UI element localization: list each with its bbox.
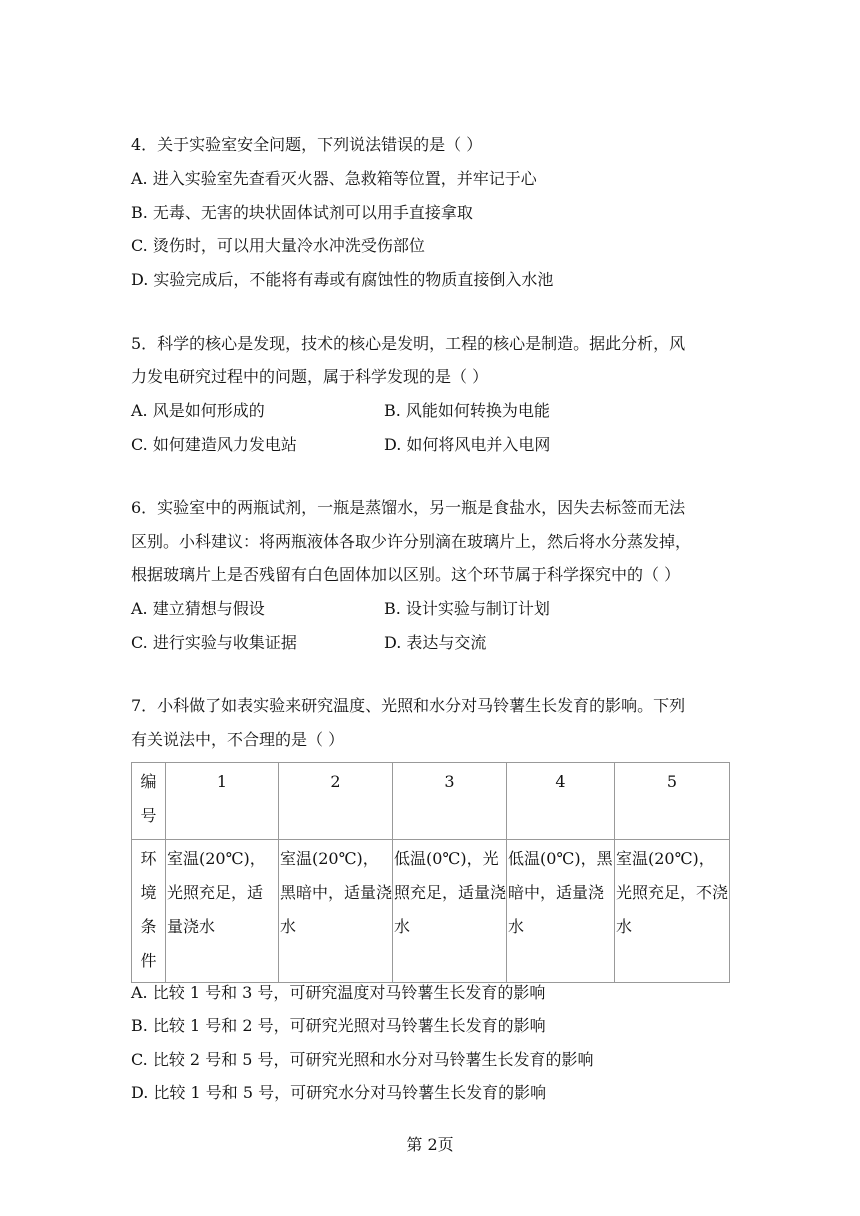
q6-option-d: D. 表达与交流 [384,633,487,652]
table-number-cell: 3 [393,763,507,840]
table-row-numbers [132,763,730,840]
q5-option-c: C. 如何建造风力发电站 [131,435,297,454]
q5-option-a: A. 风是如何形成的 [131,401,265,420]
table-row-label: 环境条件 [132,840,166,983]
table-row-conditions [132,840,730,983]
q6-stem-line3: 根据玻璃片上是否残留有白色固体加以区别。这个环节属于科学探究中的（ ） [131,565,681,584]
q7-option-a: A. 比较 1 号和 3 号，可研究温度对马铃薯生长发育的影响 [131,983,546,1002]
table-number-cell: 4 [507,763,615,840]
page-number: 第 2页 [406,1135,454,1154]
q7-option-c: C. 比较 2 号和 5 号，可研究光照和水分对马铃薯生长发育的影响 [131,1050,594,1069]
table-condition-cell: 室温(20℃)，黑暗中，适量浇水 [279,840,393,983]
table-number-cell: 1 [166,763,279,840]
q7-stem-line2: 有关说法中，不合理的是（ ） [131,730,345,749]
q5-option-d: D. 如何将风电并入电网 [384,435,551,454]
q4-option-a: A. 进入实验室先查看灭火器、急救箱等位置，并牢记于心 [131,169,537,188]
q5-stem-line1: 5．科学的核心是发现，技术的核心是发明，工程的核心是制造。据此分析，风 [131,334,686,353]
table-condition-cell: 低温(0℃)，光照充足，适量浇水 [393,840,507,983]
q7-stem-line1: 7．小科做了如表实验来研究温度、光照和水分对马铃薯生长发育的影响。下列 [131,696,686,715]
table-condition-cell: 室温(20℃)，光照充足，不浇水 [615,840,730,983]
table-condition-cell: 低温(0℃)，黑暗中，适量浇水 [507,840,615,983]
q5-stem-line2: 力发电研究过程中的问题，属于科学发现的是（ ） [131,367,489,386]
table-condition-cell: 室温(20℃)，光照充足，适量浇水 [166,840,279,983]
table-number-cell: 2 [279,763,393,840]
q6-option-a: A. 建立猜想与假设 [131,599,265,618]
q4-stem: 4．关于实验室安全问题，下列说法错误的是（ ） [131,135,483,154]
table-number-cell: 5 [615,763,730,840]
q7-option-d: D. 比较 1 号和 5 号，可研究水分对马铃薯生长发育的影响 [131,1083,547,1102]
q4-option-b: B. 无毒、无害的块状固体试剂可以用手直接拿取 [131,203,473,222]
table-header-label: 编号 [132,763,166,840]
q6-option-c: C. 进行实验与收集证据 [131,633,297,652]
q6-option-b: B. 设计实验与制订计划 [384,599,550,618]
experiment-table [131,762,730,983]
q4-option-d: D. 实验完成后，不能将有毒或有腐蚀性的物质直接倒入水池 [131,270,554,289]
q7-option-b: B. 比较 1 号和 2 号，可研究光照对马铃薯生长发育的影响 [131,1016,546,1035]
q6-stem-line2: 区别。小科建议：将两瓶液体各取少许分别滴在玻璃片上，然后将水分蒸发掉， [131,532,692,551]
q5-option-b: B. 风能如何转换为电能 [384,401,550,420]
q4-option-c: C. 烫伤时，可以用大量冷水冲洗受伤部位 [131,236,425,255]
q6-stem-line1: 6．实验室中的两瓶试剂，一瓶是蒸馏水，另一瓶是食盐水，因失去标签而无法 [131,498,686,517]
